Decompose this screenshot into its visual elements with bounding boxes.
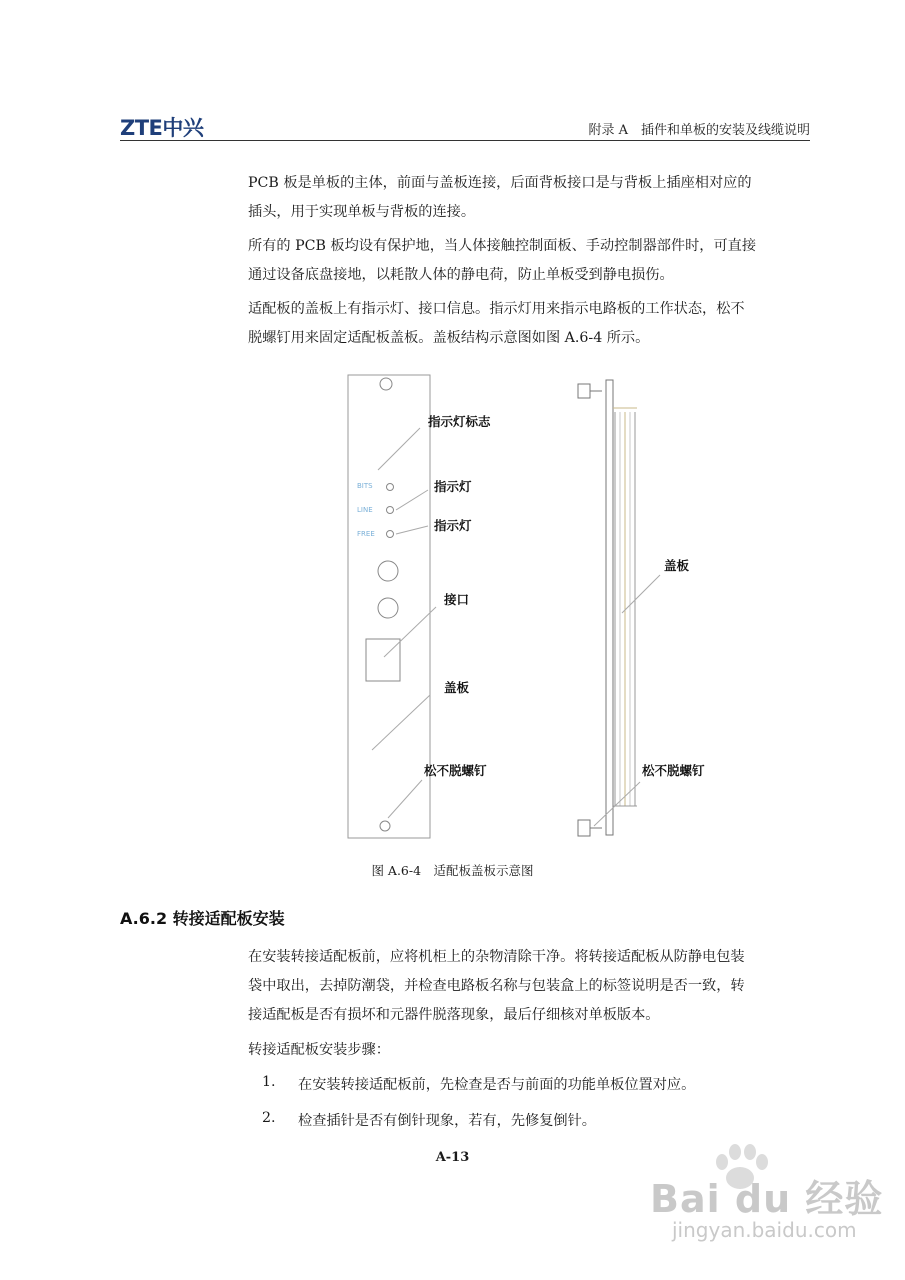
panel-label-line: LINE bbox=[357, 506, 373, 514]
side-plate bbox=[606, 380, 613, 835]
step-text: 在安装转接适配板前，先检查是否与前面的功能单板位置对应。 bbox=[298, 1077, 696, 1093]
paragraph-line: 接适配板是否有损坏和元器件脱落现象，最后仔细核对单板版本。 bbox=[248, 1007, 660, 1023]
front-panel-outline bbox=[348, 375, 430, 838]
paragraph-line: PCB 板是单板的主体，前面与盖板连接，后面背板接口是与背板上插座相对应的 bbox=[248, 175, 752, 191]
label-indicator-sign: 指示灯标志 bbox=[428, 414, 491, 429]
paragraph-line: 插头，用于实现单板与背板的连接。 bbox=[248, 204, 476, 220]
led-bits bbox=[387, 484, 394, 491]
leader-line bbox=[388, 780, 422, 818]
leader-line bbox=[622, 575, 660, 613]
watermark-url: jingyan.baidu.com bbox=[672, 1218, 857, 1242]
panel-label-free: FREE bbox=[357, 530, 375, 538]
page-number: A-13 bbox=[435, 1150, 470, 1165]
step-number: 2. bbox=[262, 1110, 276, 1126]
round-port-1 bbox=[378, 561, 398, 581]
leader-line bbox=[378, 428, 420, 470]
round-port-2 bbox=[378, 598, 398, 618]
step-number: 1. bbox=[262, 1074, 276, 1090]
label-indicator-2: 指示灯 bbox=[434, 518, 472, 533]
label-interface: 接口 bbox=[444, 592, 470, 607]
zte-logo: ZTE中兴 bbox=[120, 116, 204, 140]
section-heading: A.6.2 转接适配板安装 bbox=[120, 909, 285, 928]
leader-line bbox=[594, 782, 640, 826]
led-line bbox=[387, 507, 394, 514]
section-intro bbox=[248, 943, 813, 1030]
step-text: 检查插针是否有倒针现象，若有，先修复倒针。 bbox=[298, 1113, 596, 1129]
paragraph-line: 在安装转接适配板前，应将机柜上的杂物清除干净。将转接适配板从防静电包装 bbox=[248, 949, 745, 965]
paragraph-line: 通过设备底盘接地，以耗散人体的静电荷，防止单板受到静电损伤。 bbox=[248, 267, 674, 283]
label-screw-side: 松不脱螺钉 bbox=[642, 763, 705, 778]
panel-label-bits: BITS bbox=[357, 482, 373, 490]
top-screw-hole bbox=[380, 378, 392, 390]
label-cover-front: 盖板 bbox=[444, 680, 470, 695]
leader-line bbox=[384, 607, 436, 657]
paragraph-line: 袋中取出，去掉防潮袋，并检查电路板名称与包装盒上的标签说明是否一致，转 bbox=[248, 978, 745, 994]
label-indicator-1: 指示灯 bbox=[434, 479, 472, 494]
label-cover-side: 盖板 bbox=[664, 558, 690, 573]
bottom-screw bbox=[380, 821, 390, 831]
paragraph-line: 适配板的盖板上有指示灯、接口信息。指示灯用来指示电路板的工作状态，松不 bbox=[248, 301, 745, 317]
steps-heading: 转接适配板安装步骤： bbox=[248, 1042, 390, 1058]
header-section-title: 附录 A 插件和单板的安装及线缆说明 bbox=[588, 123, 810, 138]
paragraph-line: 脱螺钉用来固定适配板盖板。盖板结构示意图如图 A.6-4 所示。 bbox=[248, 330, 650, 346]
leader-line bbox=[396, 526, 428, 534]
watermark-brand: Bai du 经验 bbox=[650, 1177, 884, 1221]
square-port bbox=[366, 639, 400, 681]
label-screw-front: 松不脱螺钉 bbox=[424, 763, 487, 778]
led-free bbox=[387, 531, 394, 538]
side-bottom-screw bbox=[578, 820, 590, 836]
figure-caption: 图 A.6-4 适配板盖板示意图 bbox=[371, 863, 534, 878]
leader-line bbox=[396, 490, 428, 510]
paragraph-line: 所有的 PCB 板均设有保护地，当人体接触控制面板、手动控制器部件时，可直接 bbox=[248, 238, 757, 254]
side-top-screw bbox=[578, 384, 590, 398]
leader-line bbox=[372, 695, 430, 750]
